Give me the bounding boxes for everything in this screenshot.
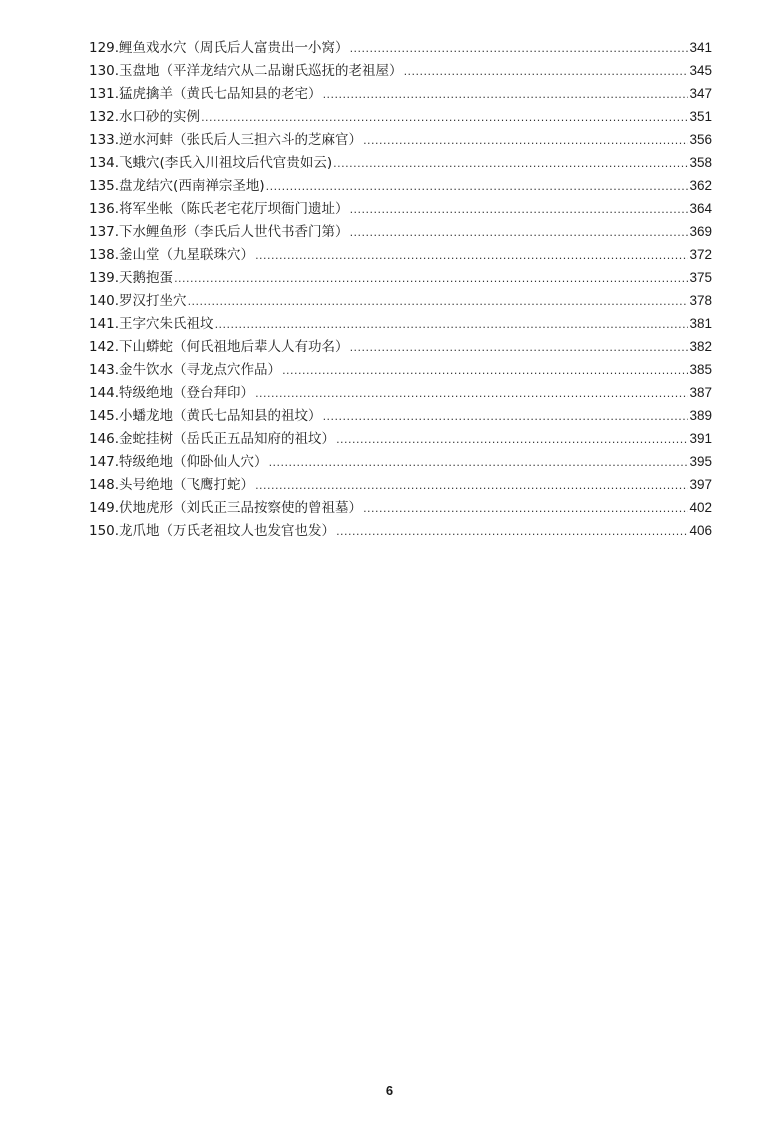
toc-entry[interactable]: [89, 289, 712, 312]
toc-entry[interactable]: [89, 128, 712, 151]
toc-entry-page: 406: [689, 523, 712, 538]
toc-entry-page: 362: [689, 178, 712, 193]
toc-entry-title: 138.釜山堂（九星联珠穴）: [89, 247, 255, 263]
toc-leader-dots: [350, 221, 689, 244]
toc-entry[interactable]: [89, 243, 712, 266]
toc-leader-dots: [215, 313, 689, 336]
toc-entry-page: 364: [689, 201, 712, 216]
toc-entry-title: 134.飞蛾穴(李氏入川祖坟后代官贵如云): [89, 155, 333, 171]
toc-leader-dots: [363, 129, 688, 152]
toc-entry-page: 372: [689, 247, 712, 262]
toc-leader-dots: [174, 267, 688, 290]
toc-entry-title: 136.将军坐帐（陈氏老宅花厅坝衙门遗址）: [89, 201, 349, 217]
toc-leader-dots: [255, 244, 688, 267]
toc-leader-dots: [350, 198, 689, 221]
toc-entry-title: 150.龙爪地（万氏老祖坟人也发官也发）: [89, 523, 336, 539]
toc-leader-dots: [266, 175, 689, 198]
toc-entry-page: 391: [689, 431, 712, 446]
toc-entry[interactable]: [89, 358, 712, 381]
toc-leader-dots: [336, 520, 688, 543]
toc-entry-page: 341: [689, 40, 712, 55]
toc-entry-title: 146.金蛇挂树（岳氏正五品知府的祖坟）: [89, 431, 336, 447]
toc-entry[interactable]: [89, 59, 712, 82]
toc-entry-page: 378: [689, 293, 712, 308]
toc-entry-page: 382: [689, 339, 712, 354]
toc-entry[interactable]: [89, 82, 712, 105]
toc-entry-page: 385: [689, 362, 712, 377]
toc-entry-page: 351: [689, 109, 712, 124]
toc-leader-dots: [201, 106, 688, 129]
toc-entry-title: 148.头号绝地（飞鹰打蛇）: [89, 477, 255, 493]
toc-entry[interactable]: [89, 496, 712, 519]
toc-entry[interactable]: [89, 519, 712, 542]
toc-entry-title: 141.王字穴朱氏祖坟: [89, 316, 214, 332]
toc-leader-dots: [188, 290, 689, 313]
toc-entry-page: 402: [689, 500, 712, 515]
toc-entry-title: 145.小蟠龙地（黄氏七品知县的祖坟）: [89, 408, 322, 424]
toc-entry-page: 375: [689, 270, 712, 285]
toc-entry-title: 149.伏地虎形（刘氏正三品按察使的曾祖墓）: [89, 500, 363, 516]
toc-entry[interactable]: [89, 105, 712, 128]
toc-leader-dots: [336, 428, 688, 451]
toc-entry-title: 131.猛虎擒羊（黄氏七品知县的老宅）: [89, 86, 322, 102]
toc-entry-title: 142.下山蟒蛇（何氏祖地后辈人人有功名）: [89, 339, 349, 355]
toc-entry-title: 135.盘龙结穴(西南禅宗圣地): [89, 178, 265, 194]
toc-entry-page: 389: [689, 408, 712, 423]
toc-entry[interactable]: [89, 381, 712, 404]
toc-entry[interactable]: [89, 450, 712, 473]
toc-entry-title: 144.特级绝地（登台拜印）: [89, 385, 255, 401]
toc-entry-title: 132.水口砂的实例: [89, 109, 201, 125]
toc-leader-dots: [255, 382, 688, 405]
toc-entry-title: 140.罗汉打坐穴: [89, 293, 187, 309]
toc-entry-title: 147.特级绝地（仰卧仙人穴）: [89, 454, 268, 470]
toc-entry-page: 397: [689, 477, 712, 492]
toc-entry-page: 356: [689, 132, 712, 147]
toc-entry-title: 139.天鹅抱蛋: [89, 270, 174, 286]
toc-leader-dots: [350, 336, 689, 359]
toc-entry[interactable]: [89, 312, 712, 335]
toc-entry-page: 381: [689, 316, 712, 331]
toc-entry[interactable]: [89, 473, 712, 496]
toc-leader-dots: [363, 497, 688, 520]
toc-entry-page: 387: [689, 385, 712, 400]
toc-entry[interactable]: [89, 151, 712, 174]
toc-entry[interactable]: [89, 220, 712, 243]
toc-entry-page: 345: [689, 63, 712, 78]
toc-leader-dots: [404, 60, 689, 83]
toc-entry-title: 133.逆水河蚌（张氏后人三担六斗的芝麻官）: [89, 132, 363, 148]
toc-entry[interactable]: [89, 36, 712, 59]
toc-entry-page: 369: [689, 224, 712, 239]
toc-entry-page: 358: [689, 155, 712, 170]
toc-leader-dots: [255, 474, 688, 497]
toc-entry-page: 395: [689, 454, 712, 469]
toc-entry-title: 130.玉盘地（平洋龙结穴从二品谢氏巡抚的老祖屋）: [89, 63, 403, 79]
toc-entry-title: 137.下水鲤鱼形（李氏后人世代书香门第）: [89, 224, 349, 240]
toc-entry-title: 143.金牛饮水（寻龙点穴作品）: [89, 362, 282, 378]
toc-entry[interactable]: [89, 335, 712, 358]
toc-entry-title: 129.鲤鱼戏水穴（周氏后人富贵出一小窝）: [89, 40, 349, 56]
toc-entry[interactable]: [89, 404, 712, 427]
toc-entry[interactable]: [89, 266, 712, 289]
toc-leader-dots: [323, 405, 689, 428]
toc-leader-dots: [269, 451, 689, 474]
page-number: 6: [385, 1083, 394, 1098]
toc-leader-dots: [333, 152, 688, 175]
toc-leader-dots: [282, 359, 688, 382]
toc-entry[interactable]: [89, 427, 712, 450]
table-of-contents: [89, 36, 712, 542]
toc-entry[interactable]: [89, 197, 712, 220]
toc-leader-dots: [350, 37, 689, 60]
toc-entry-page: 347: [689, 86, 712, 101]
toc-entry[interactable]: [89, 174, 712, 197]
toc-leader-dots: [323, 83, 689, 106]
